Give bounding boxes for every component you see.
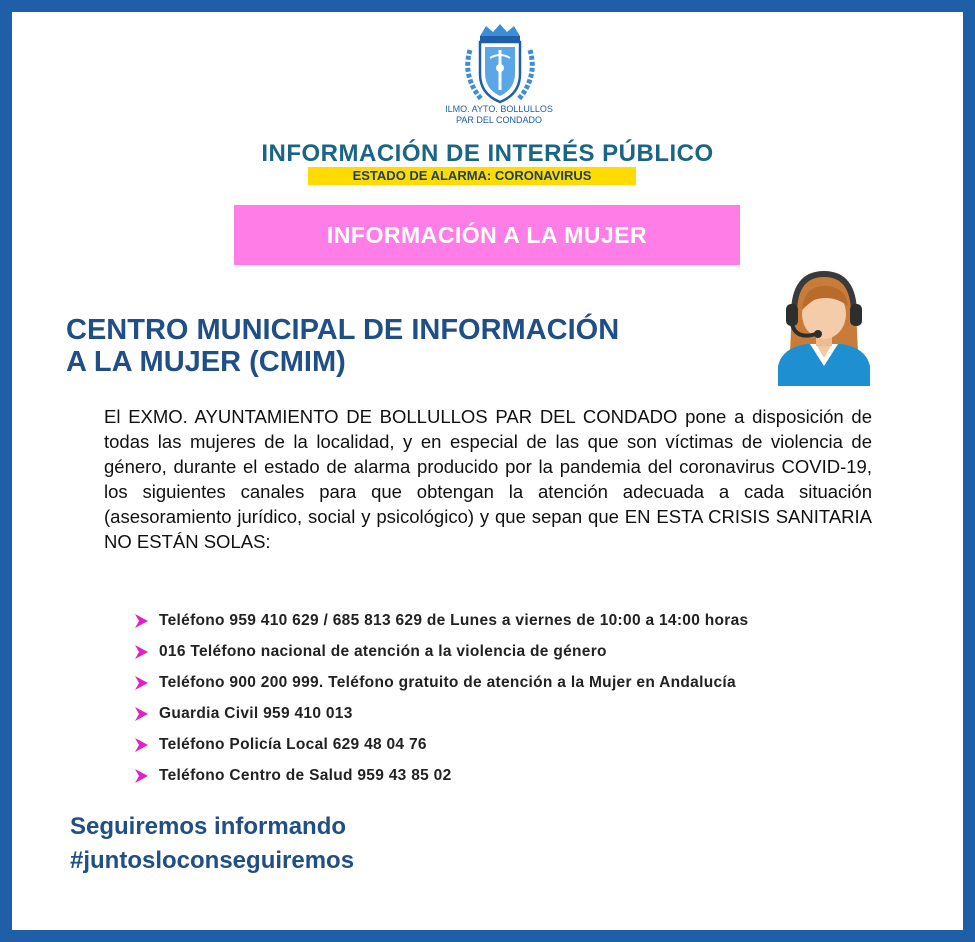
contact-label: Teléfono 900 200 999. Teléfono gratuito de atención a la Mujer en Andalucía [159,673,736,691]
list-item [134,760,748,791]
section-title-line-2: A LA MUJER (CMIM) [66,346,346,378]
list-item [134,667,748,698]
list-item [134,605,748,636]
contact-label: Teléfono Centro de Salud 959 43 85 02 [159,766,452,784]
list-item [134,636,748,667]
contact-label: Teléfono 959 410 629 / 685 813 629 de Lunes a viernes de 10:00 a 14:00 horas [159,611,749,629]
arrow-right-icon [134,613,149,629]
logo-line-1: ILMO. AYTO. BOLLULLOS [445,104,553,114]
section-title-line-1: CENTRO MUNICIPAL DE INFORMACIÓN [66,314,620,346]
logo-line-2: PAR DEL CONDADO [455,115,542,125]
page-title: INFORMACIÓN DE INTERÉS PÚBLICO [261,140,714,167]
arrow-right-icon [134,768,149,784]
contact-list [134,605,748,791]
coat-of-arms-icon [452,22,548,112]
arrow-right-icon [134,644,149,660]
operator-woman-icon [772,270,876,386]
poster [12,12,963,930]
arrow-right-icon [134,737,149,753]
intro-paragraph: El EXMO. AYUNTAMIENTO DE BOLLULLOS PAR DEL CONDADO pone a disposición de todas las mujeres de la localidad, y en especial de las que son víctimas de violencia de género, durante el estado de alarma producido por la pandemia del coronavirus COVID-19, los siguientes canales para que obtengan la atención adecuada a cada situación (asesoramiento jurídico, social y psicológico) y que sepan que EN ESTA CRISIS SANITARIA NO ESTÁN SOLAS: [104,406,872,552]
arrow-right-icon [134,706,149,722]
list-item [134,729,748,760]
contact-label: Teléfono Policía Local 629 48 04 76 [159,735,427,753]
hashtag: #juntosloconseguiremos [70,847,355,874]
arrow-right-icon [134,675,149,691]
women-info-banner: INFORMACIÓN A LA MUJER [234,205,740,265]
contact-label: Guardia Civil 959 410 013 [159,704,353,722]
footer [70,810,354,878]
municipality-name [392,104,606,126]
contact-label: 016 Teléfono nacional de atención a la violencia de género [159,642,607,660]
footer-line-1: Seguiremos informando [70,813,347,840]
alarm-subtitle: ESTADO DE ALARMA: CORONAVIRUS [308,167,636,185]
section-title [66,314,716,378]
list-item [134,698,748,729]
